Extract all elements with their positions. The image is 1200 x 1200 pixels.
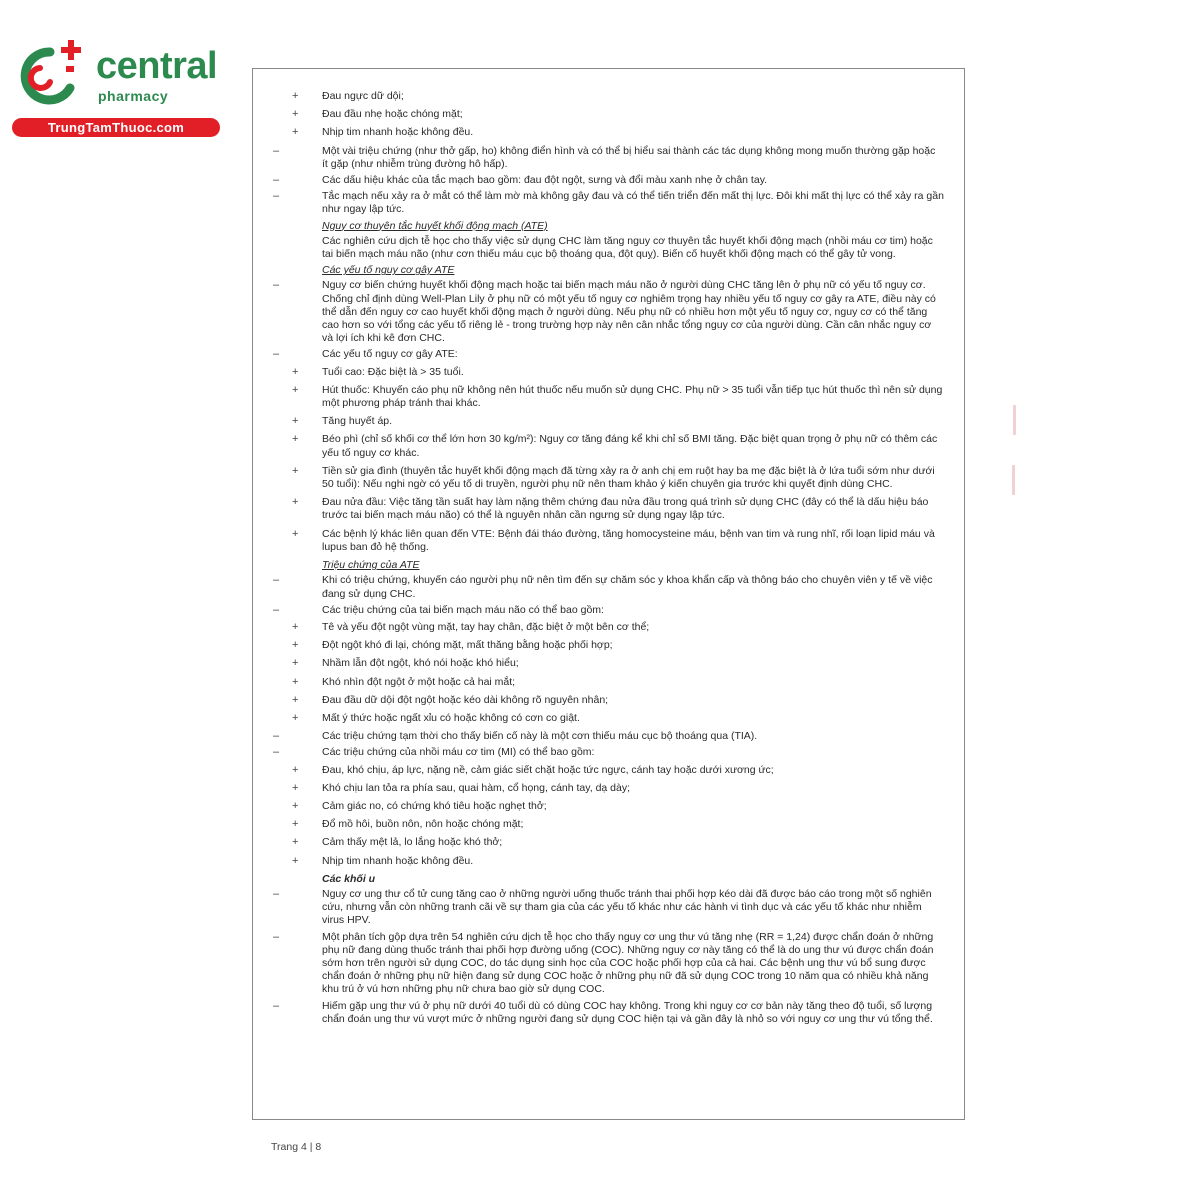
list-item: [253, 465, 964, 491]
plus-bullet-icon: +: [292, 527, 299, 540]
line-text: Đổ mồ hôi, buồn nôn, nôn hoặc chóng mặt;: [322, 818, 524, 831]
line-text: Nguy cơ biến chứng huyết khối động mạch hoặc tai biến mạch máu não ở người dùng CHC tăng lên ở phụ nữ có yếu tố nguy cơ. Chống chỉ định dùng Well-Plan Lily ở phụ nữ có một yếu tố nguy cơ nghiêm trọng hay nhiều yếu tố nguy cơ gây ra ATE, điều này có thể dẫn đến nguy cơ cao huyết khối động mạch ở người dùng. Nếu phụ nữ có nhiều hơn một yếu tố nguy cơ, nguy cơ có thể tăng cao hơn so với tổng các yếu tố riêng lẻ - trong trường hợp này nên cân nhắc tổng nguy cơ của người dùng. Cần cân nhắc nguy cơ và lợi ích khi kê đơn CHC.: [322, 279, 936, 345]
line-text: Béo phì (chỉ số khối cơ thể lớn hơn 30 kg/m²): Nguy cơ tăng đáng kể khi chỉ số BMI tăng. Đặc biệt quan trọng ở phụ nữ có thêm các yếu tố nguy cơ khác.: [322, 433, 938, 459]
list-item: [253, 108, 964, 121]
plus-bullet-icon: +: [292, 383, 299, 396]
plus-bullet-icon: +: [292, 415, 299, 428]
plus-bullet-icon: +: [292, 799, 299, 812]
line-text: Đột ngột khó đi lại, chóng mặt, mất thăng bằng hoặc phối hợp;: [322, 639, 613, 652]
list-item: [253, 730, 964, 743]
line-text: Hiếm gặp ung thư vú ở phụ nữ dưới 40 tuổi dù có dùng COC hay không. Trong khi nguy cơ cơ bản này tăng theo độ tuổi, số lượng chẩn đoán ung thư vú vượt mức ở những người đang sử dụng COC hiện tại và gần đây là nhỏ so với nguy cơ ung thư vú tổng thể.: [322, 999, 933, 1025]
plus-bullet-icon: +: [292, 818, 299, 831]
list-item: [253, 694, 964, 707]
line-text: Đau đầu dữ dội đột ngột hoặc kéo dài không rõ nguyên nhân;: [322, 693, 609, 706]
document-content: [253, 86, 964, 1029]
line-text: Các triệu chứng của nhồi máu cơ tim (MI) có thể bao gồm:: [322, 746, 595, 759]
plus-bullet-icon: +: [292, 836, 299, 849]
list-item: [253, 800, 964, 813]
dash-bullet-icon: –: [273, 190, 280, 203]
plus-bullet-icon: +: [292, 675, 299, 688]
line-text: Nhịp tim nhanh hoặc không đều.: [322, 126, 474, 139]
plus-bullet-icon: +: [292, 657, 299, 670]
dash-bullet-icon: –: [273, 730, 280, 743]
dash-bullet-icon: –: [273, 746, 280, 759]
plus-bullet-icon: +: [292, 496, 299, 509]
list-item: [253, 931, 964, 997]
scan-artefact: [1013, 405, 1016, 435]
list-item: [253, 746, 964, 759]
list-item: [253, 782, 964, 795]
list-item: [253, 496, 964, 522]
list-item: [253, 366, 964, 379]
dash-bullet-icon: –: [273, 999, 280, 1012]
line-text: Khó nhìn đột ngột ở một hoặc cả hai mắt;: [322, 675, 516, 688]
section-heading: [253, 559, 964, 572]
line-text: Cảm giác no, có chứng khó tiêu hoặc nghẹt thở;: [322, 799, 547, 812]
line-text: Nhầm lẫn đột ngột, khó nói hoặc khó hiểu;: [322, 657, 519, 670]
document-page: [252, 68, 965, 1120]
plus-bullet-icon: +: [292, 620, 299, 633]
plus-bullet-icon: +: [292, 639, 299, 652]
list-item: [253, 888, 964, 928]
plus-bullet-icon: +: [292, 108, 299, 121]
line-text: Tắc mạch nếu xảy ra ở mắt có thể làm mờ mà không gây đau và có thể tiến triển đến mất thị lực. Đôi khi mất thị lực có thể xảy ra gần như ngay lập tức.: [322, 190, 944, 216]
plus-bullet-icon: +: [292, 711, 299, 724]
list-item: [253, 145, 964, 171]
list-item: [253, 90, 964, 103]
pharmacy-logo-icon: [10, 38, 90, 106]
list-item: [253, 574, 964, 600]
section-heading: [253, 264, 964, 277]
list-item: [253, 764, 964, 777]
line-text: Các khối u: [322, 872, 376, 885]
plus-bullet-icon: +: [292, 126, 299, 139]
dash-bullet-icon: –: [273, 174, 280, 187]
plus-bullet-icon: +: [292, 763, 299, 776]
line-text: Cảm thấy mệt lả, lo lắng hoặc khó thở;: [322, 836, 503, 849]
dash-bullet-icon: –: [273, 930, 280, 943]
scan-artefact: [1012, 465, 1015, 495]
line-text: Các nghiên cứu dịch tễ học cho thấy việc sử dụng CHC làm tăng nguy cơ thuyên tắc huyết khối động mạch (nhồi máu cơ tim) hoặc tai biến mạch máu não (như cơn thiếu máu cục bộ thoáng qua, đột quỵ). Biến cố huyết khối động mạch có thể gây tử vong.: [322, 234, 933, 261]
dash-bullet-icon: –: [273, 279, 280, 292]
list-item: [253, 855, 964, 868]
line-text: Mất ý thức hoặc ngất xỉu có hoặc không có cơn co giật.: [322, 711, 580, 724]
line-text: Các bệnh lý khác liên quan đến VTE: Bệnh đái tháo đường, tăng homocysteine máu, bệnh van tim và rung nhĩ, rối loạn lipid máu và lupus ban đỏ hệ thống.: [322, 527, 935, 553]
list-item: [253, 235, 964, 261]
list-item: [253, 657, 964, 670]
dash-bullet-icon: –: [273, 348, 280, 361]
plus-bullet-icon: +: [292, 464, 299, 477]
list-item: [253, 836, 964, 849]
plus-bullet-icon: +: [292, 365, 299, 378]
list-item: [253, 126, 964, 139]
line-text: Các yếu tố nguy cơ gây ATE:: [322, 348, 458, 361]
list-item: [253, 174, 964, 187]
central-pharmacy-logo: [10, 38, 220, 138]
dash-bullet-icon: –: [273, 144, 280, 157]
line-text: Đau, khó chịu, áp lực, nặng nề, cảm giác siết chặt hoặc tức ngực, cánh tay hoặc dưới xương ức;: [322, 763, 774, 776]
line-text: Triệu chứng của ATE: [322, 559, 420, 572]
line-text: Đau nửa đầu: Việc tăng tần suất hay làm nặng thêm chứng đau nửa đầu trong quá trình sử dụng CHC (đây có thể là dấu hiệu báo trước tai biến mạch máu não) có thể là nguyên nhân cần ngưng sử dụng ngay lập tức.: [322, 496, 929, 522]
line-text: Hút thuốc: Khuyến cáo phụ nữ không nên hút thuốc nếu muốn sử dụng CHC. Phụ nữ > 35 tuổi vẫn tiếp tục hút thuốc thì nên sử dụng một phương pháp tránh thai khác.: [322, 383, 943, 410]
list-item: [253, 528, 964, 554]
plus-bullet-icon: +: [292, 90, 299, 102]
line-text: Đau ngực dữ dội;: [322, 90, 404, 102]
line-text: Nguy cơ ung thư cổ tử cung tăng cao ở những người uống thuốc tránh thai phối hợp kéo dài đã được báo cáo trong một số nghiên cứu, nhưng vẫn còn những tranh cãi về sự tham gia của các yếu tố khác như các hành vi tình dục và các yếu tố khác như nhiễm virus HPV.: [322, 887, 932, 927]
list-item: [253, 818, 964, 831]
section-heading: [253, 873, 964, 886]
line-text: Một phân tích gộp dựa trên 54 nghiên cứu dịch tễ học cho thấy nguy cơ ung thư vú tăng nhẹ (RR = 1,24) được chẩn đoán ở những phụ nữ đang dùng thuốc tránh thai phối hợp đường uống (COC). Những nguy cơ này tăng có thể là do ung thư vú được chẩn đoán sớm hơn trên người sử dụng COC, do tác dụng sinh học của COC hoặc phối hợp của cả hai. Các bệnh ung thư vú bổ sung được chẩn đoán ở những phụ nữ hiện đang sử dụng COC hoặc ở những phụ nữ đã sử dụng COC trong 10 năm qua có nhiều khả năng khu trú ở vú hơn những phụ nữ chưa bao giờ sử dụng COC.: [322, 930, 934, 996]
list-item: [253, 279, 964, 345]
section-heading: [253, 220, 964, 233]
logo-brand-name: central: [96, 45, 218, 87]
line-text: Một vài triệu chứng (như thở gấp, ho) không điển hình và có thể bị hiểu sai thành các tác dụng không mong muốn thường gặp hoặc ít gặp (như nhiễm trùng đường hô hấp).: [322, 144, 936, 170]
logo-website-url: TrungTamThuoc.com: [12, 118, 220, 137]
line-text: Các triệu chứng của tai biến mạch máu não có thể bao gồm:: [322, 603, 604, 616]
list-item: [253, 384, 964, 410]
plus-bullet-icon: +: [292, 781, 299, 794]
line-text: Khó chịu lan tỏa ra phía sau, quai hàm, cổ họng, cánh tay, dạ dày;: [322, 781, 631, 794]
list-item: [253, 1000, 964, 1026]
list-item: [253, 348, 964, 361]
line-text: Đau đầu nhẹ hoặc chóng mặt;: [322, 108, 463, 121]
line-text: Các yếu tố nguy cơ gây ATE: [322, 264, 455, 277]
line-text: Khi có triệu chứng, khuyến cáo người phụ nữ nên tìm đến sự chăm sóc y khoa khẩn cấp và thông báo cho chuyên viên y tế về việc đang sử dụng CHC.: [322, 574, 933, 600]
list-item: [253, 712, 964, 725]
list-item: [253, 604, 964, 617]
list-item: [253, 676, 964, 689]
logo-brand-subtitle: pharmacy: [98, 88, 169, 104]
plus-bullet-icon: +: [292, 433, 299, 446]
line-text: Nguy cơ thuyên tắc huyết khối động mạch (ATE): [322, 219, 548, 232]
line-text: Nhịp tim nhanh hoặc không đều.: [322, 854, 474, 867]
dash-bullet-icon: –: [273, 887, 280, 900]
list-item: [253, 433, 964, 459]
plus-bullet-icon: +: [292, 693, 299, 706]
line-text: Tiền sử gia đình (thuyên tắc huyết khối động mạch đã từng xảy ra ở anh chị em ruột hay ba mẹ đặc biệt là ở lứa tuổi sớm như dưới 50 tuổi): Nếu nghi ngờ có yếu tố di truyền, người phụ nữ nên tham khảo ý kiến chuyên gia trước khi quyết định dùng CHC.: [322, 464, 935, 491]
list-item: [253, 415, 964, 428]
list-item: [253, 621, 964, 634]
page-number: Trang 4 | 8: [271, 1141, 322, 1153]
list-item: [253, 639, 964, 652]
plus-bullet-icon: +: [292, 854, 299, 867]
line-text: Tê và yếu đột ngột vùng mặt, tay hay chân, đặc biệt ở một bên cơ thể;: [322, 620, 650, 633]
line-text: Tăng huyết áp.: [322, 415, 393, 428]
line-text: Tuổi cao: Đặc biệt là > 35 tuổi.: [322, 365, 464, 378]
line-text: Các dấu hiệu khác của tắc mạch bao gồm: đau đột ngột, sưng và đổi màu xanh nhẹ ở chân tay.: [322, 174, 768, 187]
dash-bullet-icon: –: [273, 603, 280, 616]
list-item: [253, 190, 964, 216]
line-text: Các triệu chứng tạm thời cho thấy biến cố này là một cơn thiếu máu cục bộ thoáng qua (TIA).: [322, 730, 758, 743]
dash-bullet-icon: –: [273, 574, 280, 587]
